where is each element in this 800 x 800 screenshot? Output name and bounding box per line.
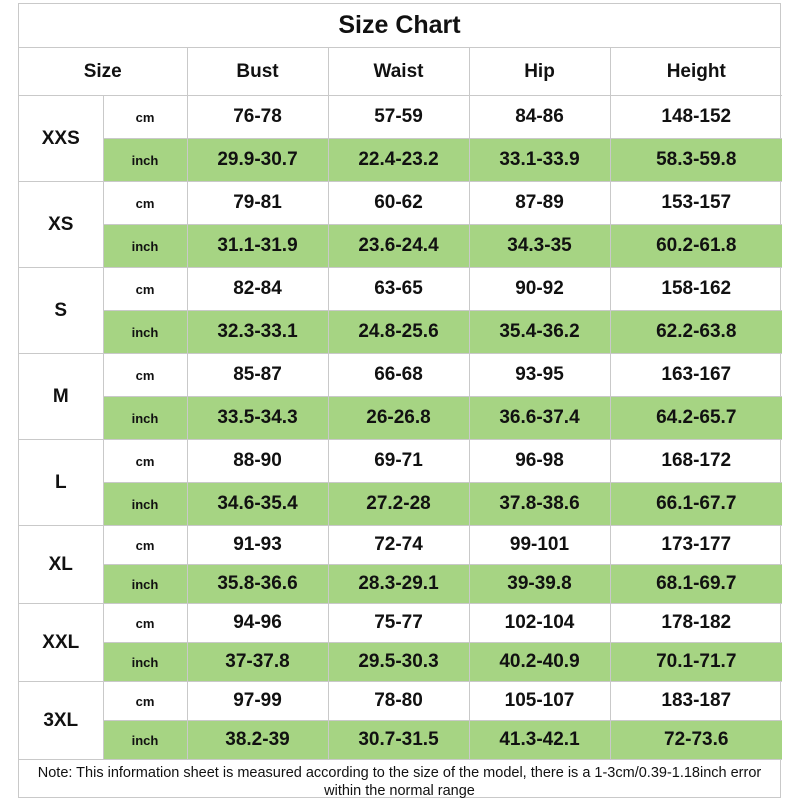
hip-value: 35.4-36.2 xyxy=(469,311,610,354)
bust-value: 35.8-36.6 xyxy=(187,565,328,604)
hip-value: 40.2-40.9 xyxy=(469,643,610,682)
unit-label: inch xyxy=(103,721,187,760)
size-row-s-inch xyxy=(19,311,782,354)
unit-label: cm xyxy=(103,182,187,225)
waist-value: 66-68 xyxy=(328,354,469,397)
chart-title: Size Chart xyxy=(19,4,780,48)
hip-value: 37.8-38.6 xyxy=(469,483,610,526)
unit-label: inch xyxy=(103,139,187,182)
size-row-m-inch xyxy=(19,397,782,440)
header-bust: Bust xyxy=(187,48,328,96)
height-value: 153-157 xyxy=(610,182,782,225)
waist-value: 72-74 xyxy=(328,526,469,565)
height-value: 60.2-61.8 xyxy=(610,225,782,268)
hip-value: 87-89 xyxy=(469,182,610,225)
header-height: Height xyxy=(610,48,782,96)
size-label: L xyxy=(19,440,103,526)
size-label: 3XL xyxy=(19,682,103,760)
hip-value: 33.1-33.9 xyxy=(469,139,610,182)
bust-value: 37-37.8 xyxy=(187,643,328,682)
waist-value: 24.8-25.6 xyxy=(328,311,469,354)
hip-value: 99-101 xyxy=(469,526,610,565)
bust-value: 32.3-33.1 xyxy=(187,311,328,354)
size-row-l-inch xyxy=(19,483,782,526)
bust-value: 34.6-35.4 xyxy=(187,483,328,526)
size-row-l-cm xyxy=(19,440,782,483)
hip-value: 93-95 xyxy=(469,354,610,397)
size-row-xxs-inch xyxy=(19,139,782,182)
waist-value: 78-80 xyxy=(328,682,469,721)
hip-value: 105-107 xyxy=(469,682,610,721)
bust-value: 85-87 xyxy=(187,354,328,397)
header-waist: Waist xyxy=(328,48,469,96)
height-value: 148-152 xyxy=(610,96,782,139)
unit-label: cm xyxy=(103,440,187,483)
size-row-xs-cm xyxy=(19,182,782,225)
bust-value: 94-96 xyxy=(187,604,328,643)
bust-value: 38.2-39 xyxy=(187,721,328,760)
waist-value: 27.2-28 xyxy=(328,483,469,526)
size-chart-sheet xyxy=(18,3,781,798)
header-row xyxy=(19,48,782,96)
hip-value: 96-98 xyxy=(469,440,610,483)
bust-value: 31.1-31.9 xyxy=(187,225,328,268)
size-row-3xl-inch xyxy=(19,721,782,760)
height-value: 70.1-71.7 xyxy=(610,643,782,682)
height-value: 178-182 xyxy=(610,604,782,643)
unit-label: inch xyxy=(103,397,187,440)
bust-value: 79-81 xyxy=(187,182,328,225)
bust-value: 29.9-30.7 xyxy=(187,139,328,182)
size-label: S xyxy=(19,268,103,354)
hip-value: 36.6-37.4 xyxy=(469,397,610,440)
height-value: 163-167 xyxy=(610,354,782,397)
hip-value: 41.3-42.1 xyxy=(469,721,610,760)
size-label: XL xyxy=(19,526,103,604)
height-value: 66.1-67.7 xyxy=(610,483,782,526)
waist-value: 23.6-24.4 xyxy=(328,225,469,268)
size-label: M xyxy=(19,354,103,440)
height-value: 72-73.6 xyxy=(610,721,782,760)
size-table xyxy=(19,48,782,760)
waist-value: 30.7-31.5 xyxy=(328,721,469,760)
header-size: Size xyxy=(19,48,187,96)
hip-value: 102-104 xyxy=(469,604,610,643)
size-row-xxl-cm xyxy=(19,604,782,643)
size-label: XXS xyxy=(19,96,103,182)
bust-value: 88-90 xyxy=(187,440,328,483)
header-hip: Hip xyxy=(469,48,610,96)
unit-label: cm xyxy=(103,268,187,311)
waist-value: 69-71 xyxy=(328,440,469,483)
waist-value: 60-62 xyxy=(328,182,469,225)
height-value: 64.2-65.7 xyxy=(610,397,782,440)
waist-value: 22.4-23.2 xyxy=(328,139,469,182)
height-value: 158-162 xyxy=(610,268,782,311)
unit-label: inch xyxy=(103,643,187,682)
unit-label: cm xyxy=(103,96,187,139)
hip-value: 39-39.8 xyxy=(469,565,610,604)
hip-value: 34.3-35 xyxy=(469,225,610,268)
size-row-xxs-cm xyxy=(19,96,782,139)
waist-value: 75-77 xyxy=(328,604,469,643)
bust-value: 82-84 xyxy=(187,268,328,311)
bust-value: 76-78 xyxy=(187,96,328,139)
waist-value: 29.5-30.3 xyxy=(328,643,469,682)
height-value: 173-177 xyxy=(610,526,782,565)
size-label: XS xyxy=(19,182,103,268)
size-row-xl-cm xyxy=(19,526,782,565)
waist-value: 63-65 xyxy=(328,268,469,311)
unit-label: cm xyxy=(103,604,187,643)
size-row-xs-inch xyxy=(19,225,782,268)
hip-value: 90-92 xyxy=(469,268,610,311)
size-row-s-cm xyxy=(19,268,782,311)
unit-label: cm xyxy=(103,354,187,397)
unit-label: cm xyxy=(103,682,187,721)
size-label: XXL xyxy=(19,604,103,682)
height-value: 68.1-69.7 xyxy=(610,565,782,604)
waist-value: 28.3-29.1 xyxy=(328,565,469,604)
hip-value: 84-86 xyxy=(469,96,610,139)
height-value: 168-172 xyxy=(610,440,782,483)
unit-label: cm xyxy=(103,526,187,565)
height-value: 183-187 xyxy=(610,682,782,721)
bust-value: 97-99 xyxy=(187,682,328,721)
size-row-3xl-cm xyxy=(19,682,782,721)
size-row-xl-inch xyxy=(19,565,782,604)
height-value: 58.3-59.8 xyxy=(610,139,782,182)
height-value: 62.2-63.8 xyxy=(610,311,782,354)
size-row-m-cm xyxy=(19,354,782,397)
unit-label: inch xyxy=(103,565,187,604)
bust-value: 91-93 xyxy=(187,526,328,565)
waist-value: 26-26.8 xyxy=(328,397,469,440)
measurement-note: Note: This information sheet is measured according to the size of the model, there is a 1-3cm/0.39-1.18inch error within the normal range xyxy=(37,765,762,799)
size-row-xxl-inch xyxy=(19,643,782,682)
unit-label: inch xyxy=(103,483,187,526)
unit-label: inch xyxy=(103,225,187,268)
size-table-body xyxy=(19,96,782,760)
bust-value: 33.5-34.3 xyxy=(187,397,328,440)
unit-label: inch xyxy=(103,311,187,354)
waist-value: 57-59 xyxy=(328,96,469,139)
